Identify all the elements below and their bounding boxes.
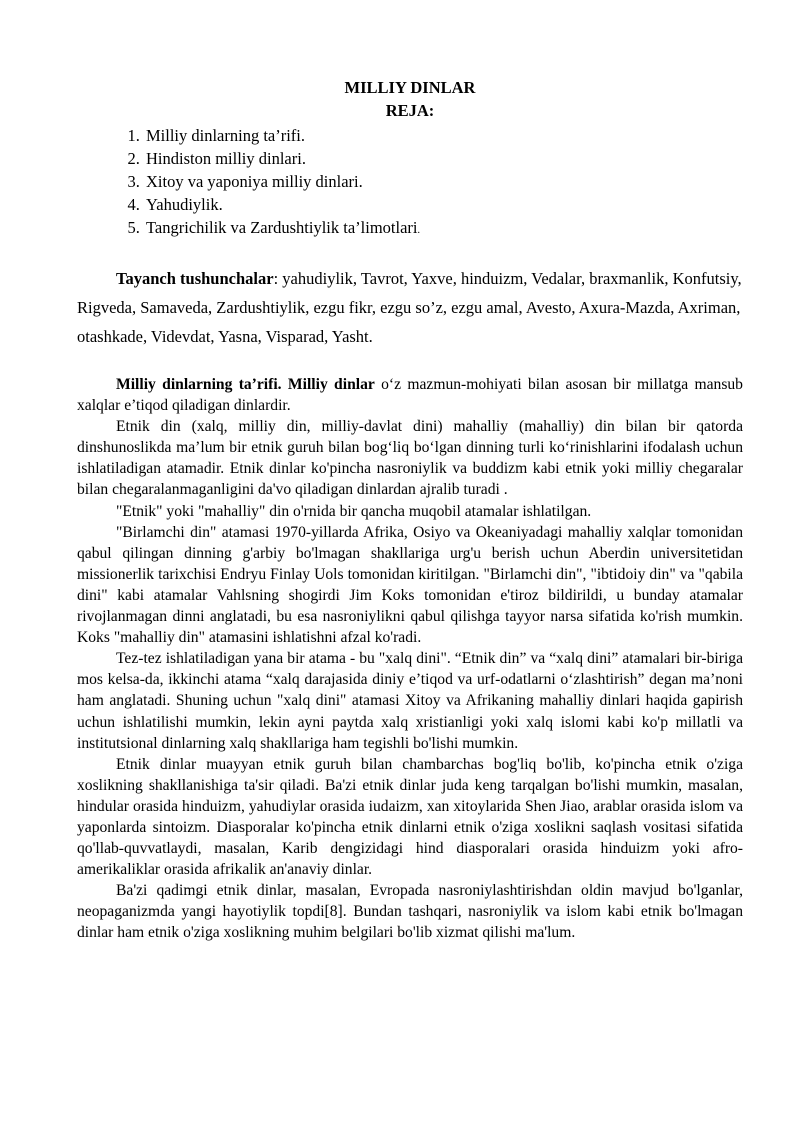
plan-item-end-dot: . bbox=[417, 225, 420, 236]
body-paragraph: Tez-tez ishlatiladigan yana bir atama - bu "xalq dini". “Etnik din” va “xalq dini” atamalari bir-biriga mos kelsa-da, ikkinchi atama “xalq darajasida diniy e’tiqod va urf-odatlarni o‘zlashtirish” degan ma’noni ham anglatadi. Shuning uchun "xalq dini" atamasi Xitoy va Afrikaning mahalliy dinlari haqida gapirish uchun ishlatilishi mumkin, lekin ayni paytda xalq xristianligi yoki xalq islomi kabi ko'p millatli va institutsional dinlarning xalq shakllariga ham tegishli bo'lishi mumkin. bbox=[77, 650, 743, 752]
plan-item bbox=[144, 147, 743, 170]
plan-item-text: Hindiston milliy dinlari. bbox=[146, 149, 306, 168]
section-lead-text: o‘z mazmun-mohiyati bilan asosan bir millatga mansub xalqlar e’tiqod qiladigan dinlardir. bbox=[77, 376, 743, 415]
document-page bbox=[77, 76, 743, 944]
plan-item bbox=[144, 216, 743, 242]
plan-item bbox=[144, 124, 743, 147]
keywords-label: Tayanch tushunchalar bbox=[116, 269, 274, 288]
plan-heading: REJA: bbox=[385, 101, 435, 120]
plan-item bbox=[144, 170, 743, 193]
document-title: MILLIY DINLAR bbox=[344, 78, 476, 97]
plan-item-text: Milliy dinlarning ta’rifi. bbox=[146, 126, 306, 145]
section-heading: Milliy dinlarning ta’rifi. bbox=[116, 376, 282, 393]
body-paragraph: Etnik dinlar muayyan etnik guruh bilan chambarchas bog'liq bo'lib, ko'pincha etnik o'ziga xoslikning shakllanishiga ta'sir qiladi. Ba'zi etnik dinlar juda keng tarqalgan bo'lishi mumkin, masalan, hindular orasida hinduizm, yahudiylar orasida iudaizm, xan xitoylarida Shen Jiao, arablar orasida islom va yaponlarda sintoizm. Diasporalar ko'pincha etnik dinlarni etnik o'ziga xoslikni saqlash vositasi sifatida qo'llab-quvvatlaydi, masalan, Karib dengizidagi hind diasporalari orasida hinduizm yoki afro-amerikaliklar orasida afrikalik an'anaviy dinlar. bbox=[77, 755, 743, 879]
keywords-text: yahudiylik, Tavrot, Yaxve, hinduizm, Vedalar, braxmanlik, Konfutsiy, Rigveda, Samaveda, Zardushtiylik, ezgu fikr, ezgu so’z, ezgu amal, Avesto, Axura-Mazda, Axriman, otashkade, Videvdat, Yasna, Visparad, Yasht. bbox=[77, 269, 742, 346]
section-lead-term: Milliy dinlar bbox=[287, 376, 375, 393]
plan-item-text: Tangrichilik va Zardushtiylik ta’limotlari bbox=[146, 218, 418, 237]
body-paragraph: Ba'zi qadimgi etnik dinlar, masalan, Evropada nasroniylashtirishdan oldin mavjud bo'lganlar, neopaganizmda yangi hayotiylik topdi[8]. Bundan tashqari, nasroniylik va islom kabi etnik bo'lmagan dinlar ham etnik o'ziga xoslikning muhim belgilari bo'lib xizmat qilishi ma'lum. bbox=[77, 882, 743, 942]
body-paragraph: "Birlamchi din" atamasi 1970-yillarda Afrika, Osiyo va Okeaniyadagi mahalliy xalqlar tomonidan qabul qilingan dinning g'arbiy bo'lmagan shakllariga urg'u berish uchun Aberdin universitetidan missionerlik tarixchisi Endryu Finlay Uols tomonidan kiritilgan. "Birlamchi din", "ibtidoiy din" va "qabila dini" kabi atamalar Vahlsning shogirdi Jim Koks tomonidan e'tiroz bildirildi, u bunday atamalar rivojlanmagan dinni anglatadi, bu esa nasroniylikni qabul qilishga tayyor narsa sifatida ko'rish mumkin. Koks "mahalliy din" atamasini ishlatishni afzal ko'radi. bbox=[77, 523, 743, 647]
plan-list bbox=[77, 124, 743, 242]
plan-item-text: Xitoy va yaponiya milliy dinlari. bbox=[146, 172, 363, 191]
plan-item bbox=[144, 193, 743, 216]
body-paragraph: "Etnik" yoki "mahalliy" din o'rnida bir qancha muqobil atamalar ishlatilgan. bbox=[116, 502, 592, 520]
section-intro-paragraph bbox=[77, 374, 743, 416]
body-text bbox=[77, 374, 743, 944]
keywords-paragraph bbox=[77, 264, 743, 351]
keywords-colon: : bbox=[273, 269, 279, 288]
body-paragraph: Etnik din (xalq, milliy din, milliy-davlat dini) mahalliy (mahalliy) din bilan bir qatorda dinshunoslikda ma’lum bir etnik guruh bilan bog‘liq bo‘lgan dinning turli ko‘rinishlarini ifodalash uchun ishlatiladigan atamadir. Etnik dinlar ko'pincha nasroniylik va buddizm kabi etnik yoki milliy chegaralar bilan chegaralanmaganligini da'vo qiladigan dinlardan ajralib turadi . bbox=[77, 418, 743, 499]
plan-item-text: Yahudiylik. bbox=[146, 195, 223, 214]
